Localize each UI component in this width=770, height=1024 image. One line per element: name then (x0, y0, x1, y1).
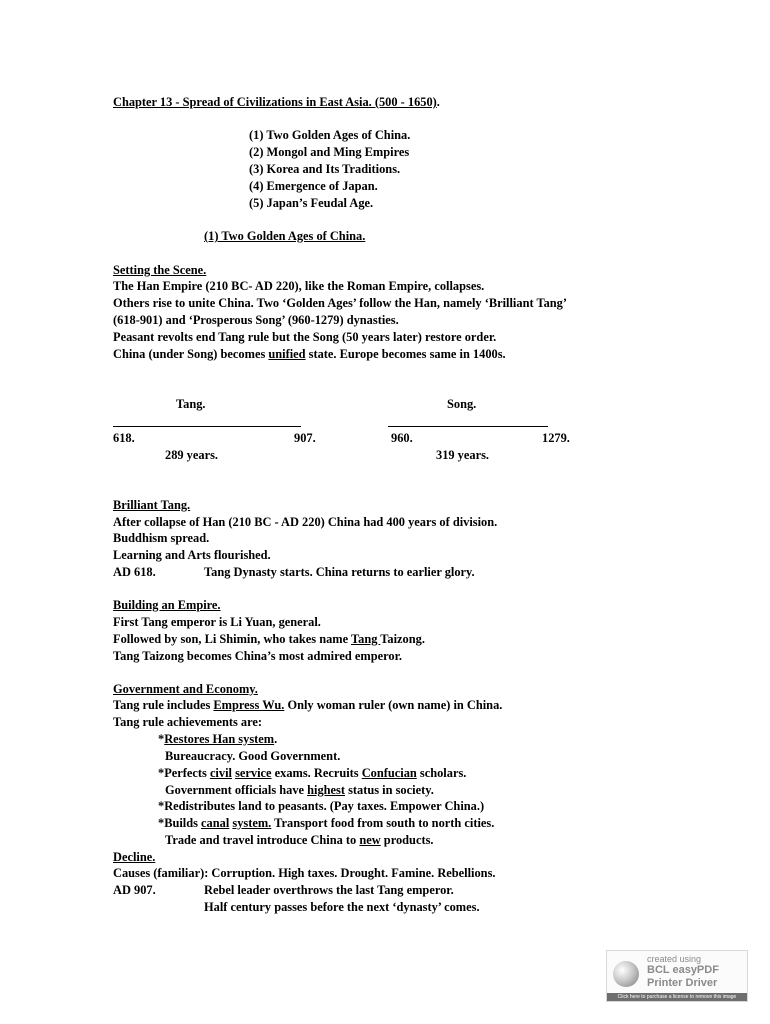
watermark-line-2: BCL easyPDF (647, 964, 719, 976)
achievement-3: *Redistributes land to peasants. (Pay taxes. Empower China.) (158, 799, 485, 813)
ach2-after: scholars. (416, 766, 467, 780)
achievement-4-sub (165, 833, 434, 848)
outline-item-3: (3) Korea and Its Traditions. (249, 162, 401, 176)
tang-label: Tang. (176, 397, 206, 411)
government-line-1 (113, 698, 502, 713)
building-line-3: Tang Taizong becomes China’s most admired emperor. (113, 649, 403, 663)
tang-duration: 289 years. (165, 448, 218, 462)
decline-event: Rebel leader overthrows the last Tang emperor. (204, 883, 454, 897)
ach4-sub-b: products. (380, 833, 434, 847)
setting-line-1: The Han Empire (210 BC- AD 220), like the Roman Empire, collapses. (113, 279, 485, 293)
achievement-4 (158, 816, 494, 831)
globe-icon (613, 961, 639, 987)
ach1-star: * (158, 732, 165, 746)
song-start: 960. (391, 431, 413, 445)
decline-event-2: Half century passes before the next ‘dynasty’ comes. (204, 900, 480, 914)
chapter-title (113, 95, 440, 110)
achievement-2 (158, 766, 466, 781)
setting-line-4: Peasant revolts end Tang rule but the Song (50 years later) restore order. (113, 330, 497, 344)
ach2-mid: exams. Recruits (271, 766, 362, 780)
chapter-title-text: Chapter 13 - Spread of Civilizations in East Asia. (500 - 1650) (113, 95, 437, 109)
brilliant-tang-line-2: Buddhism spread. (113, 531, 210, 545)
gov-l1-a: Tang rule includes (113, 698, 214, 712)
building-line-1: First Tang emperor is Li Yuan, general. (113, 615, 321, 629)
setting-line-3: (618-901) and ‘Prosperous Song’ (960-1279) dynasties. (113, 313, 399, 327)
ach4-sub-a: Trade and travel introduce China to (165, 833, 360, 847)
confucian: Confucian (361, 766, 417, 780)
watermark-footer[interactable]: Click here to purchase a license to remove this image (607, 993, 747, 1001)
building-line-2 (113, 632, 425, 647)
song-duration: 319 years. (436, 448, 489, 462)
restores-han: Restores Han system (164, 732, 275, 746)
government-line-2: Tang rule achievements are: (113, 715, 263, 729)
ach2-a: *Perfects (158, 766, 210, 780)
decline-heading: Decline. (113, 850, 156, 864)
song-label: Song. (447, 397, 477, 411)
new: new (359, 833, 381, 847)
system: system. (232, 816, 272, 830)
brilliant-tang-line-3: Learning and Arts flourished. (113, 548, 271, 562)
decline-causes: Causes (familiar): Corruption. High taxes. Drought. Famine. Rebellions. (113, 866, 496, 880)
canal: canal (201, 816, 230, 830)
watermark-line-1: created using (647, 954, 702, 964)
outline-item-1: (1) Two Golden Ages of China. (249, 128, 411, 142)
ach2-sub-a: Government officials have (165, 783, 308, 797)
brilliant-tang-event: Tang Dynasty starts. China returns to earlier glory. (204, 565, 475, 579)
song-timeline-rule (388, 426, 548, 427)
highest: highest (307, 783, 345, 797)
chapter-title-period: . (436, 95, 440, 109)
section-heading: (1) Two Golden Ages of China. (204, 229, 366, 243)
decline-date: AD 907. (113, 883, 156, 897)
setting-unified: unified (268, 347, 306, 361)
tang-timeline-rule (113, 426, 301, 427)
setting-line-5-b: state. Europe becomes same in 1400s. (305, 347, 506, 361)
outline-item-5: (5) Japan’s Feudal Age. (249, 196, 374, 210)
building-line-2-a: Followed by son, Li Shimin, who takes name (113, 632, 351, 646)
service: service (235, 766, 272, 780)
outline-item-4: (4) Emergence of Japan. (249, 179, 378, 193)
watermark-line-3: Printer Driver (647, 977, 718, 989)
setting-line-5-a: China (under Song) becomes (113, 347, 269, 361)
setting-heading: Setting the Scene. (113, 263, 207, 277)
achievement-1 (158, 732, 277, 747)
brilliant-tang-line-1: After collapse of Han (210 BC - AD 220) China had 400 years of division. (113, 515, 498, 529)
tang-start: 618. (113, 431, 135, 445)
gov-l1-b: Only woman ruler (own name) in China. (284, 698, 503, 712)
achievement-1-sub: Bureaucracy. Good Government. (165, 749, 341, 763)
ach2-sub-b: status in society. (345, 783, 434, 797)
government-heading: Government and Economy. (113, 682, 258, 696)
empress-wu: Empress Wu. (213, 698, 285, 712)
pdf-watermark-badge[interactable] (606, 950, 748, 1002)
setting-line-5 (113, 347, 506, 362)
brilliant-tang-date: AD 618. (113, 565, 156, 579)
building-tang: Tang (351, 632, 381, 646)
civil: civil (209, 766, 232, 780)
song-end: 1279. (542, 431, 570, 445)
building-heading: Building an Empire. (113, 598, 221, 612)
outline-item-2: (2) Mongol and Ming Empires (249, 145, 410, 159)
ach4-a: *Builds (158, 816, 202, 830)
brilliant-tang-heading: Brilliant Tang. (113, 498, 191, 512)
ach1-after: . (274, 732, 278, 746)
tang-end: 907. (294, 431, 316, 445)
achievement-2-sub (165, 783, 434, 798)
setting-line-2: Others rise to unite China. Two ‘Golden Ages’ follow the Han, namely ‘Brilliant Tang’ (113, 296, 567, 310)
building-line-2-b: Taizong. (380, 632, 425, 646)
ach4-after: Transport food from south to north cities. (271, 816, 495, 830)
